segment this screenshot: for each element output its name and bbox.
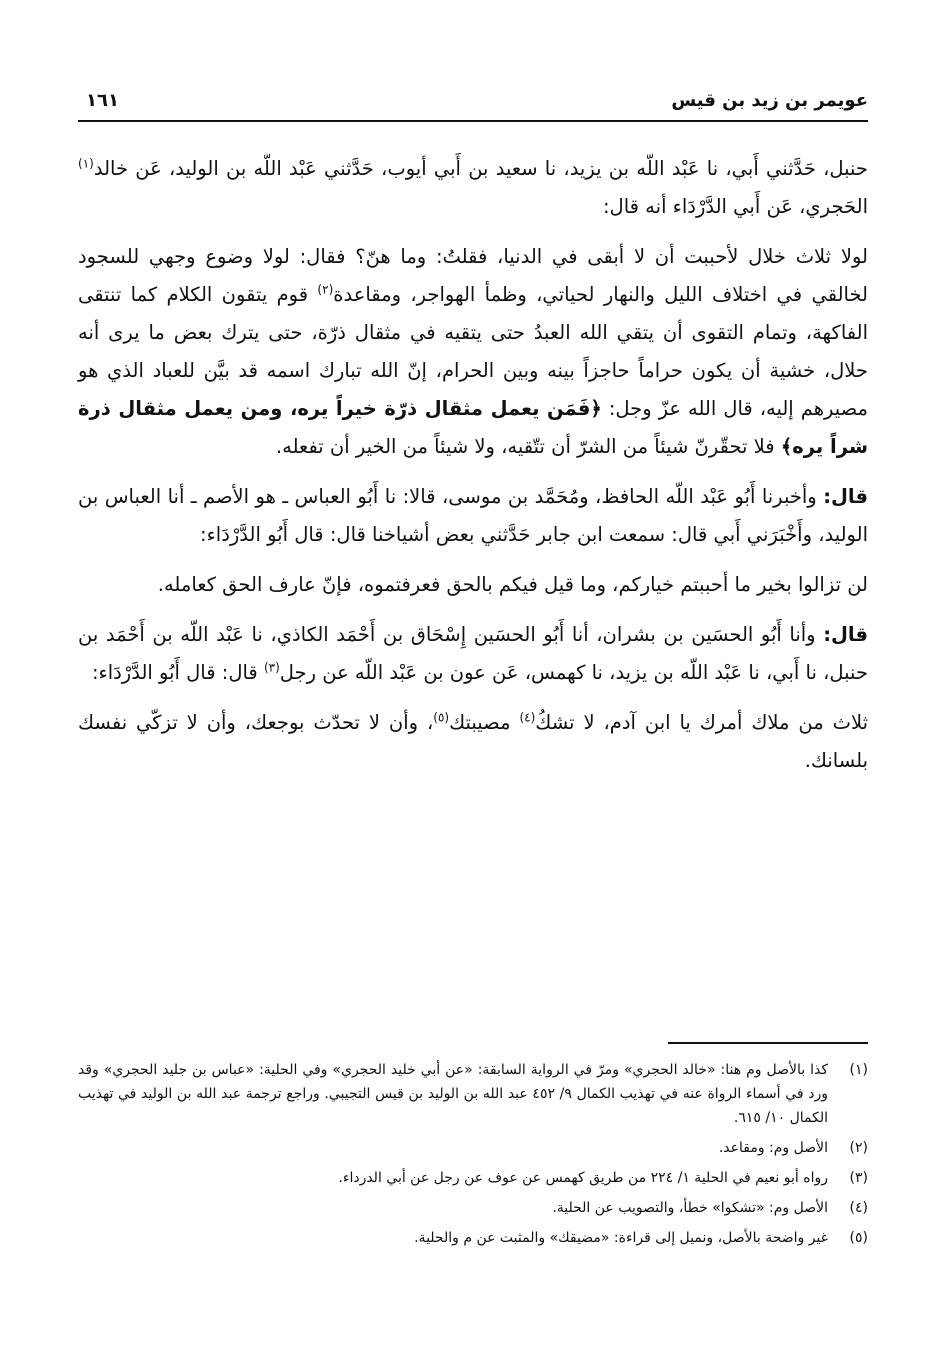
paragraph-isnad-3: قال: وأنا أَبُو الحسَين بن بشران، أنا أَبُو الحسَين إِسْحَاق بن أَحْمَد الكاذي، نا عَبْد اللّه بن أَحْمَد بن حنبل، نا أَبي، نا عَبْد اللّه بن يزيد، نا كهمس، عَن عون بن عَبْد اللّه عن رجل$^{(٣)}$ قال: قال أَبُو الدَّرْدَاء: — [78, 623, 868, 684]
footnote-divider — [668, 1042, 868, 1044]
paragraph-saying-2: لن تزالوا بخير ما أحببتم خياركم، وما قيل فيكم بالحق فعرفتموه، فإنّ عارف الحق كعامله. — [157, 573, 868, 596]
footnote-text: الأصل وم: «تشكوا» خطأ، والتصويب عن الحلية. — [552, 1200, 828, 1216]
footnote-item — [78, 1196, 868, 1220]
footnote-text: رواه أبو نعيم في الحلية ١/ ٢٢٤ من طريق كهمس عن عوف عن رجل عن أبي الدرداء. — [338, 1170, 828, 1186]
footnotes — [78, 1058, 868, 1256]
page-header — [78, 86, 868, 122]
footnote-ref-1: (١) — [78, 156, 94, 171]
footnote-text: الأصل وم: ومقاعد. — [718, 1140, 828, 1156]
footnote-number: (٥) — [849, 1230, 868, 1246]
footnote-ref-4: (٤) — [519, 710, 536, 725]
quran-verse: ﴿فَمَن يعمل مثقال ذرّة خيراً يره، ومن يعمل مثقال ذرة شراً يره﴾ — [78, 397, 868, 458]
footnote-number: (٢) — [849, 1140, 868, 1156]
footnote-ref-2: (٢) — [317, 282, 334, 297]
footnote-item — [78, 1226, 868, 1250]
footnote-ref-3: (٣) — [263, 660, 280, 675]
footnote-item — [78, 1058, 868, 1130]
qala-label: قال: — [823, 623, 868, 646]
footnote-item — [78, 1166, 868, 1190]
footnote-text: غير واضحة بالأصل، ونميل إلى قراءة: «مضيقك» والمثبت عن م والحلية. — [414, 1230, 828, 1246]
footnote-number: (٤) — [849, 1200, 868, 1216]
footnote-text: كذا بالأصل وم هنا: «خالد الحجري» ومرّ في الرواية السابقة: «عن أبي خليد الحجري» وفي الحلية: «عباس بن جليد الحجري» وقد ورد في أسماء الرواة عنه في تهذيب الكمال ٩/ ٤٥٢ عبد الله بن الوليد بن قيس التجيبي. وراجع ترجمة عبد الله بن الوليد في تهذيب الكمال ١٠/ ٦١٥. — [78, 1062, 828, 1126]
paragraph-isnad-1: حنبل، حَدَّثني أَبي، نا عَبْد اللّه بن يزيد، نا سعيد بن أَبي أيوب، حَدَّثني عَبْد اللّه بن الوليد، عَن خالد$^{(١)}$ الحَجري، عَن أَبي الدَّرْدَاء أنه قال: — [78, 156, 868, 218]
qala-label: قال: — [823, 485, 868, 508]
page-number: ١٦١ — [86, 90, 119, 111]
footnote-number: (٣) — [849, 1170, 868, 1186]
footnote-number: (١) — [849, 1062, 868, 1078]
paragraph-saying-3: ثلاث من ملاك أمرك يا ابن آدم، لا تشكُ$^{(٤)}$ مصيبتك$^{(٥)}$، وأن لا تحدّث بوجعك، وأن لا تزكّي نفسك بلسانك. — [78, 710, 869, 772]
footnote-item — [78, 1136, 868, 1160]
footnote-ref-5: (٥) — [433, 710, 450, 725]
paragraph-saying-1: لولا ثلاث خلال لأحببت أن لا أبقى في الدنيا، فقلتُ: وما هنّ؟ فقال: لولا وضوع وجهي للسجود لخالقي في اختلاف الليل والنهار لحياتي، وظمأ الهواجر، ومقاعدة$^{(٢)}$ قوم يتقون الكلام كما تنتقى الفاكهة، وتمام التقوى أن يتقي الله العبدُ حتى يتقيه في مثقال ذرّة، حتى يترك بعض ما يرى أنه حلال، خشية أن يكون حراماً حاجزاً بينه وبين الحرام، إنّ الله تبارك اسمه قد بيَّن للعباد الذي هو مصيرهم إليه، قال الله عزّ وجل: ﴿فَمَن يعمل مثقال ذرّة خيراً يره، ومن يعمل مثقال ذرة شراً يره﴾ فلا تحقّرنّ شيئاً من الشرّ أن تتّقيه، ولا شيئاً من الخير أن تفعله. — [78, 245, 868, 458]
paragraph-isnad-2: قال: وأخبرنا أَبُو عَبْد اللّه الحافظ، ومُحَمَّد بن موسى، قالا: نا أَبُو العباس ـ هو الأصم ـ أنا العباس بن الوليد، وأَخْبَرَني أَبي قال: سمعت ابن جابر حَدَّثني بعض أشياخنا قال: قال أَبُو الدَّرْدَاء: — [78, 485, 868, 546]
main-text — [78, 150, 868, 792]
running-title: عويمر بن زيد بن قيس — [671, 90, 868, 111]
